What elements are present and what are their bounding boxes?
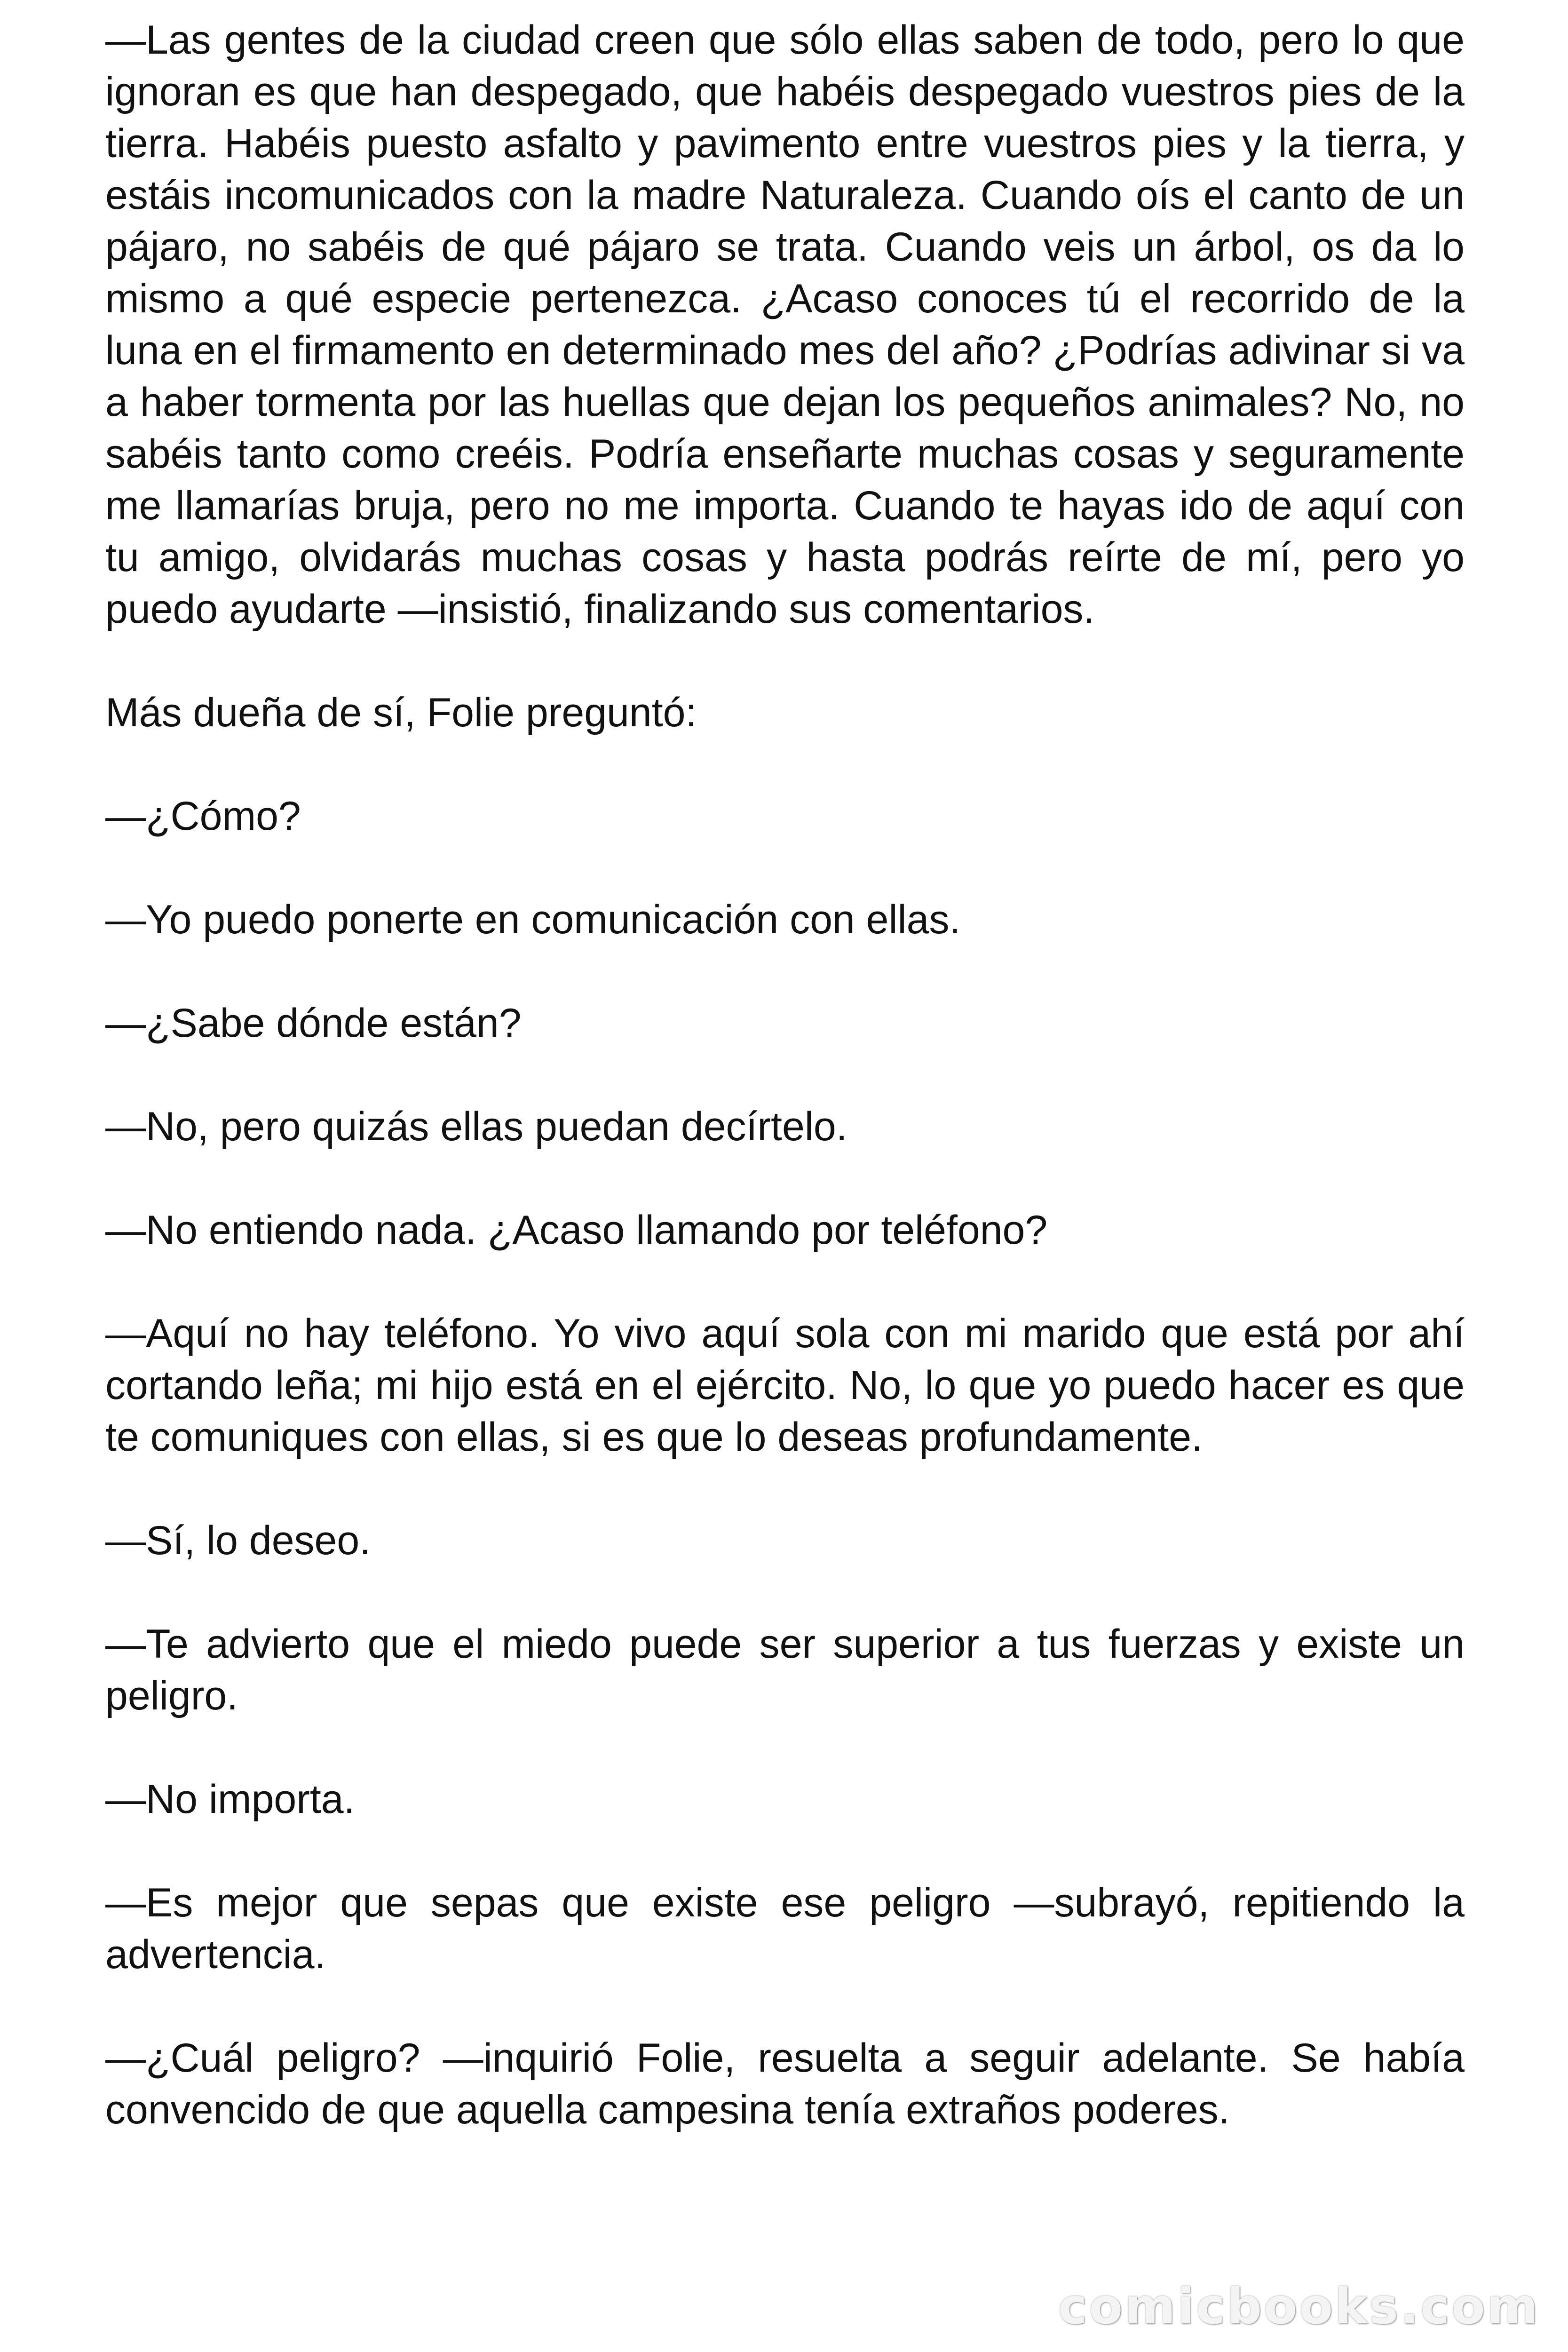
paragraph-10: —Te advierto que el miedo puede ser superior a tus fuerzas y existe un peligro. bbox=[105, 1621, 1465, 1718]
paragraph-7: —No entiendo nada. ¿Acaso llamando por teléfono? bbox=[105, 1208, 1048, 1253]
paragraph-1: —Las gentes de la ciudad creen que sólo ellas saben de todo, pero lo que ignoran es que han despegado, que habéis despegado vuestros pies de la tierra. Habéis puesto asfalto y pavimento entre vuestros pies y la tierra, y estáis incomunicados con la madre Naturaleza. Cuando oís el canto de un pájaro, no sabéis de qué pájaro se trata. Cuando veis un árbol, os da lo mismo a qué especie pertenezca. ¿Acaso conoces tú el recorrido de la luna en el firmamento en determinado mes del año? ¿Podrías adivinar si va a haber tormenta por las huellas que dejan los pequeños animales? No, no sabéis tanto como creéis. Podría enseñarte muchas cosas y seguramente me llamarías bruja, pero no me importa. Cuando te hayas ido de aquí con tu amigo, olvidarás muchas cosas y hasta podrás reírte de mí, pero yo puedo ayudarte —insistió, finalizando sus comentarios. bbox=[105, 17, 1465, 632]
page-body bbox=[105, 14, 1465, 2136]
paragraph-13: —¿Cuál peligro? —inquirió Folie, resuelta a seguir adelante. Se había convencido de que aquella campesina tenía extraños poderes. bbox=[105, 2035, 1465, 2132]
paragraph-2: Más dueña de sí, Folie preguntó: bbox=[105, 690, 697, 735]
paragraph-6: —No, pero quizás ellas puedan decírtelo. bbox=[105, 1104, 847, 1149]
paragraph-9: —Sí, lo deseo. bbox=[105, 1518, 371, 1563]
paragraph-5: —¿Sabe dónde están? bbox=[105, 1001, 522, 1046]
paragraph-8: —Aquí no hay teléfono. Yo vivo aquí sola con mi marido que está por ahí cortando leña; mi hijo está en el ejército. No, lo que yo puedo hacer es que te comuniques con ellas, si es que lo deseas profundamente. bbox=[105, 1311, 1465, 1460]
paragraph-11: —No importa. bbox=[105, 1777, 355, 1822]
paragraph-3: —¿Cómo? bbox=[105, 794, 301, 839]
paragraph-12: —Es mejor que sepas que existe ese peligro —subrayó, repitiendo la advertencia. bbox=[105, 1880, 1465, 1977]
paragraph-4: —Yo puedo ponerte en comunicación con ellas. bbox=[105, 897, 961, 942]
watermark-logo: comicbooks.com bbox=[1058, 2278, 1540, 2335]
